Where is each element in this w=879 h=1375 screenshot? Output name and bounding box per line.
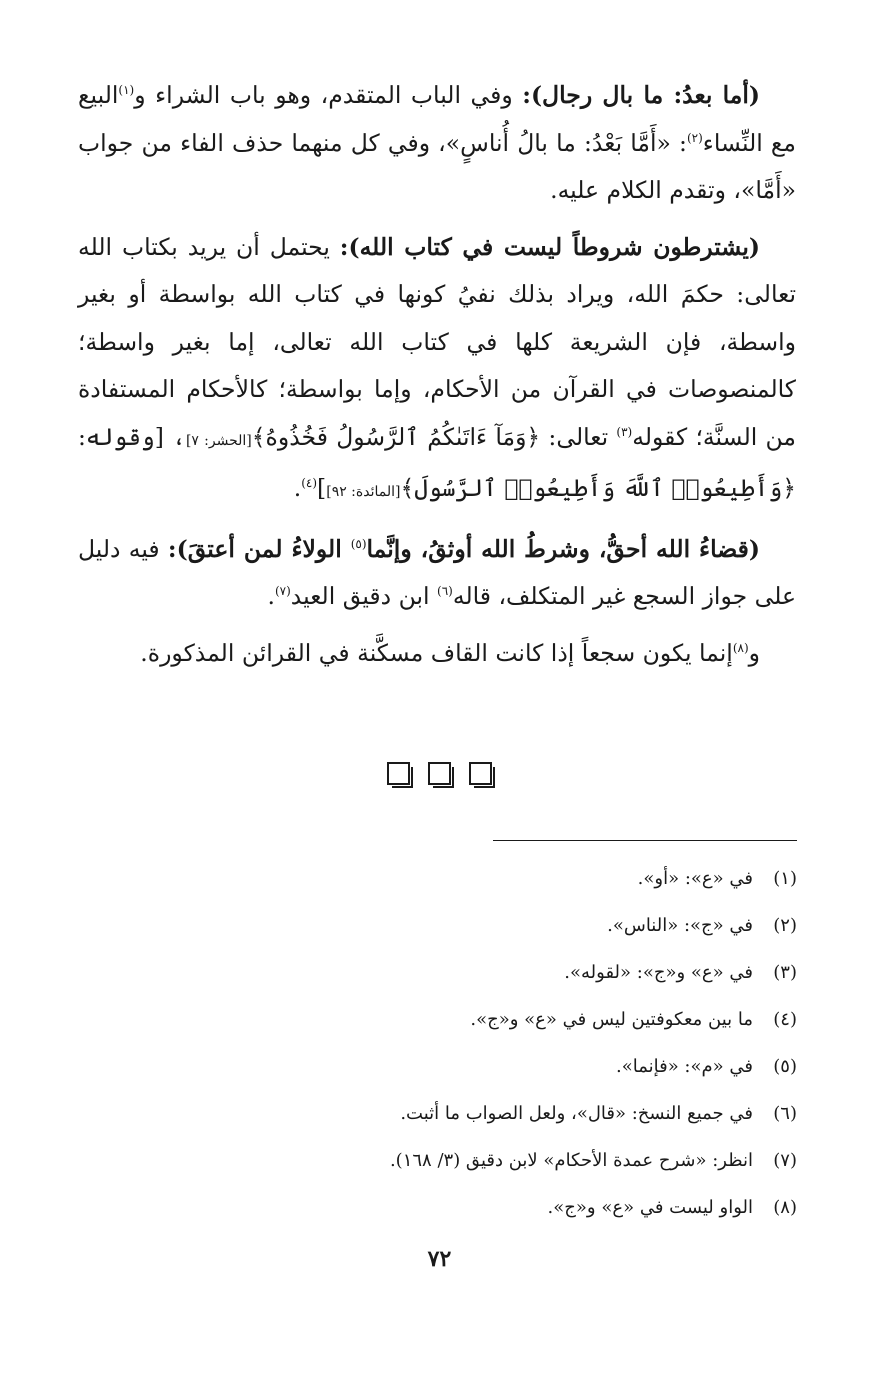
footnote-text: في جميع النسخ: «قال»، ولعل الصواب ما أثبت. (400, 1103, 753, 1124)
footnote-marker[interactable]: (٣) (616, 424, 633, 439)
footnote-marker[interactable]: (٤) (301, 476, 318, 491)
square-ornament-icon (387, 762, 410, 785)
footnote-marker[interactable]: (٦) (437, 584, 453, 599)
footnote-number: (٦) (773, 1103, 797, 1124)
footnote-text: ما بين معكوفتين ليس في «ع» و«ج». (470, 1009, 753, 1030)
page-number: ٧٢ (427, 1246, 452, 1272)
paragraph-4: و$^{(٨)}$إنما يكون سجعاً إذا كانت القاف مسكَّنة في القرائن المذكورة. (140, 638, 760, 667)
footnote-text: انظر: «شرح عمدة الأحكام» لابن دقيق (٣/ ١٦٨). (389, 1150, 753, 1171)
section-separator (0, 762, 879, 789)
footnote-marker[interactable]: (٧) (274, 584, 291, 599)
footnote-text: في «م»: «فإنما». (615, 1056, 753, 1077)
footnote-number: (١) (773, 868, 797, 889)
footnote-number: (٨) (773, 1197, 797, 1218)
quran-reference: [الحشر: ٧] (185, 432, 252, 449)
main-text (78, 72, 796, 686)
square-ornament-icon (469, 762, 492, 785)
footnote-item (300, 1184, 797, 1231)
footnote-item (300, 1090, 797, 1137)
footnote-number: (٧) (773, 1150, 797, 1171)
footnote-text: في «ع» و«ج»: «لقوله». (564, 962, 753, 983)
footnote-text: في «ع»: «أو». (637, 868, 753, 889)
footnote-number: (٢) (773, 915, 797, 936)
lemma-heading: (يشترطون شروطاً ليست في كتاب الله): (339, 232, 760, 261)
footnote-item (300, 902, 797, 949)
square-ornament-icon (428, 762, 451, 785)
footnote-marker[interactable]: (٢) (686, 130, 703, 145)
footnote-item (300, 949, 797, 996)
footnote-text: في «ج»: «الناس». (607, 915, 753, 936)
paragraph-3: (قضاءُ الله أحقُّ، وشرطُ الله أوثقُ، وإنَّما$^{(٥)}$ الولاءُ لمن أعتقَ): فيه دليل على جواز السجع غير المتكلف، قاله$^{(٦)}$ ابن دقيق العيد$^{(٧)}$. (78, 534, 796, 610)
footnote-marker[interactable]: (١) (118, 83, 135, 98)
footnote-number: (٥) (773, 1056, 797, 1077)
footnote-number: (٣) (773, 962, 797, 983)
footnote-marker[interactable]: (٥) (350, 536, 367, 551)
footnote-item (300, 1043, 797, 1090)
footnote-item (300, 855, 797, 902)
footnote-item (300, 1137, 797, 1184)
paragraph-1: (أما بعدُ: ما بال رجال): وفي الباب المتقدم، وهو باب الشراء و$^{(١)}$البيع مع النِّساء$^{(٢)}$: «أَمَّا بَعْدُ: ما بالُ أُناسٍ»، وفي كل منهما حذف الفاء من جواب «أَمَّا»، وتقدم الكلام عليه. (78, 81, 796, 204)
lemma-heading: (قضاءُ الله أحقُّ، وشرطُ الله أوثقُ، وإنَّما (366, 534, 760, 563)
footnote-item (300, 996, 797, 1043)
footnote-number: (٤) (773, 1009, 797, 1030)
footnote-divider (493, 840, 797, 841)
lemma-heading: (أما بعدُ: ما بال رجال): (522, 81, 761, 109)
quran-reference: [المائدة: ٩٢] (326, 484, 401, 500)
footnotes (300, 855, 797, 1231)
footnote-marker[interactable]: (٨) (732, 640, 749, 655)
paragraph-2: (يشترطون شروطاً ليست في كتاب الله): يحتمل أن يريد بكتاب الله تعالى: حكمَ الله، ويراد بذلك نفيُ كونها في كتاب الله بواسطة أو بغير واسطة، فإن الشريعة كلها في كتاب الله تعالى، إما بغير واسطة؛ كالمنصوصات في القرآن من الأحكام، وإما بواسطة؛ كالأحكام المستفادة من السنَّة؛ كقوله$^{(٣)}$ تعالى: ﴿وَمَآ ءَاتَىٰكُمُ ٱلرَّسُولُ فَخُذُوهُ﴾[الحشر: ٧]، [وقوله: ﴿وَأَطِيعُوا۟ ٱللَّهَ وَأَطِيعُوا۟ ٱلرَّسُولَ﴾[المائدة: ٩٢]]$^{(٤)}$. (78, 232, 796, 502)
footnote-text: الواو ليست في «ع» و«ج». (547, 1197, 753, 1218)
